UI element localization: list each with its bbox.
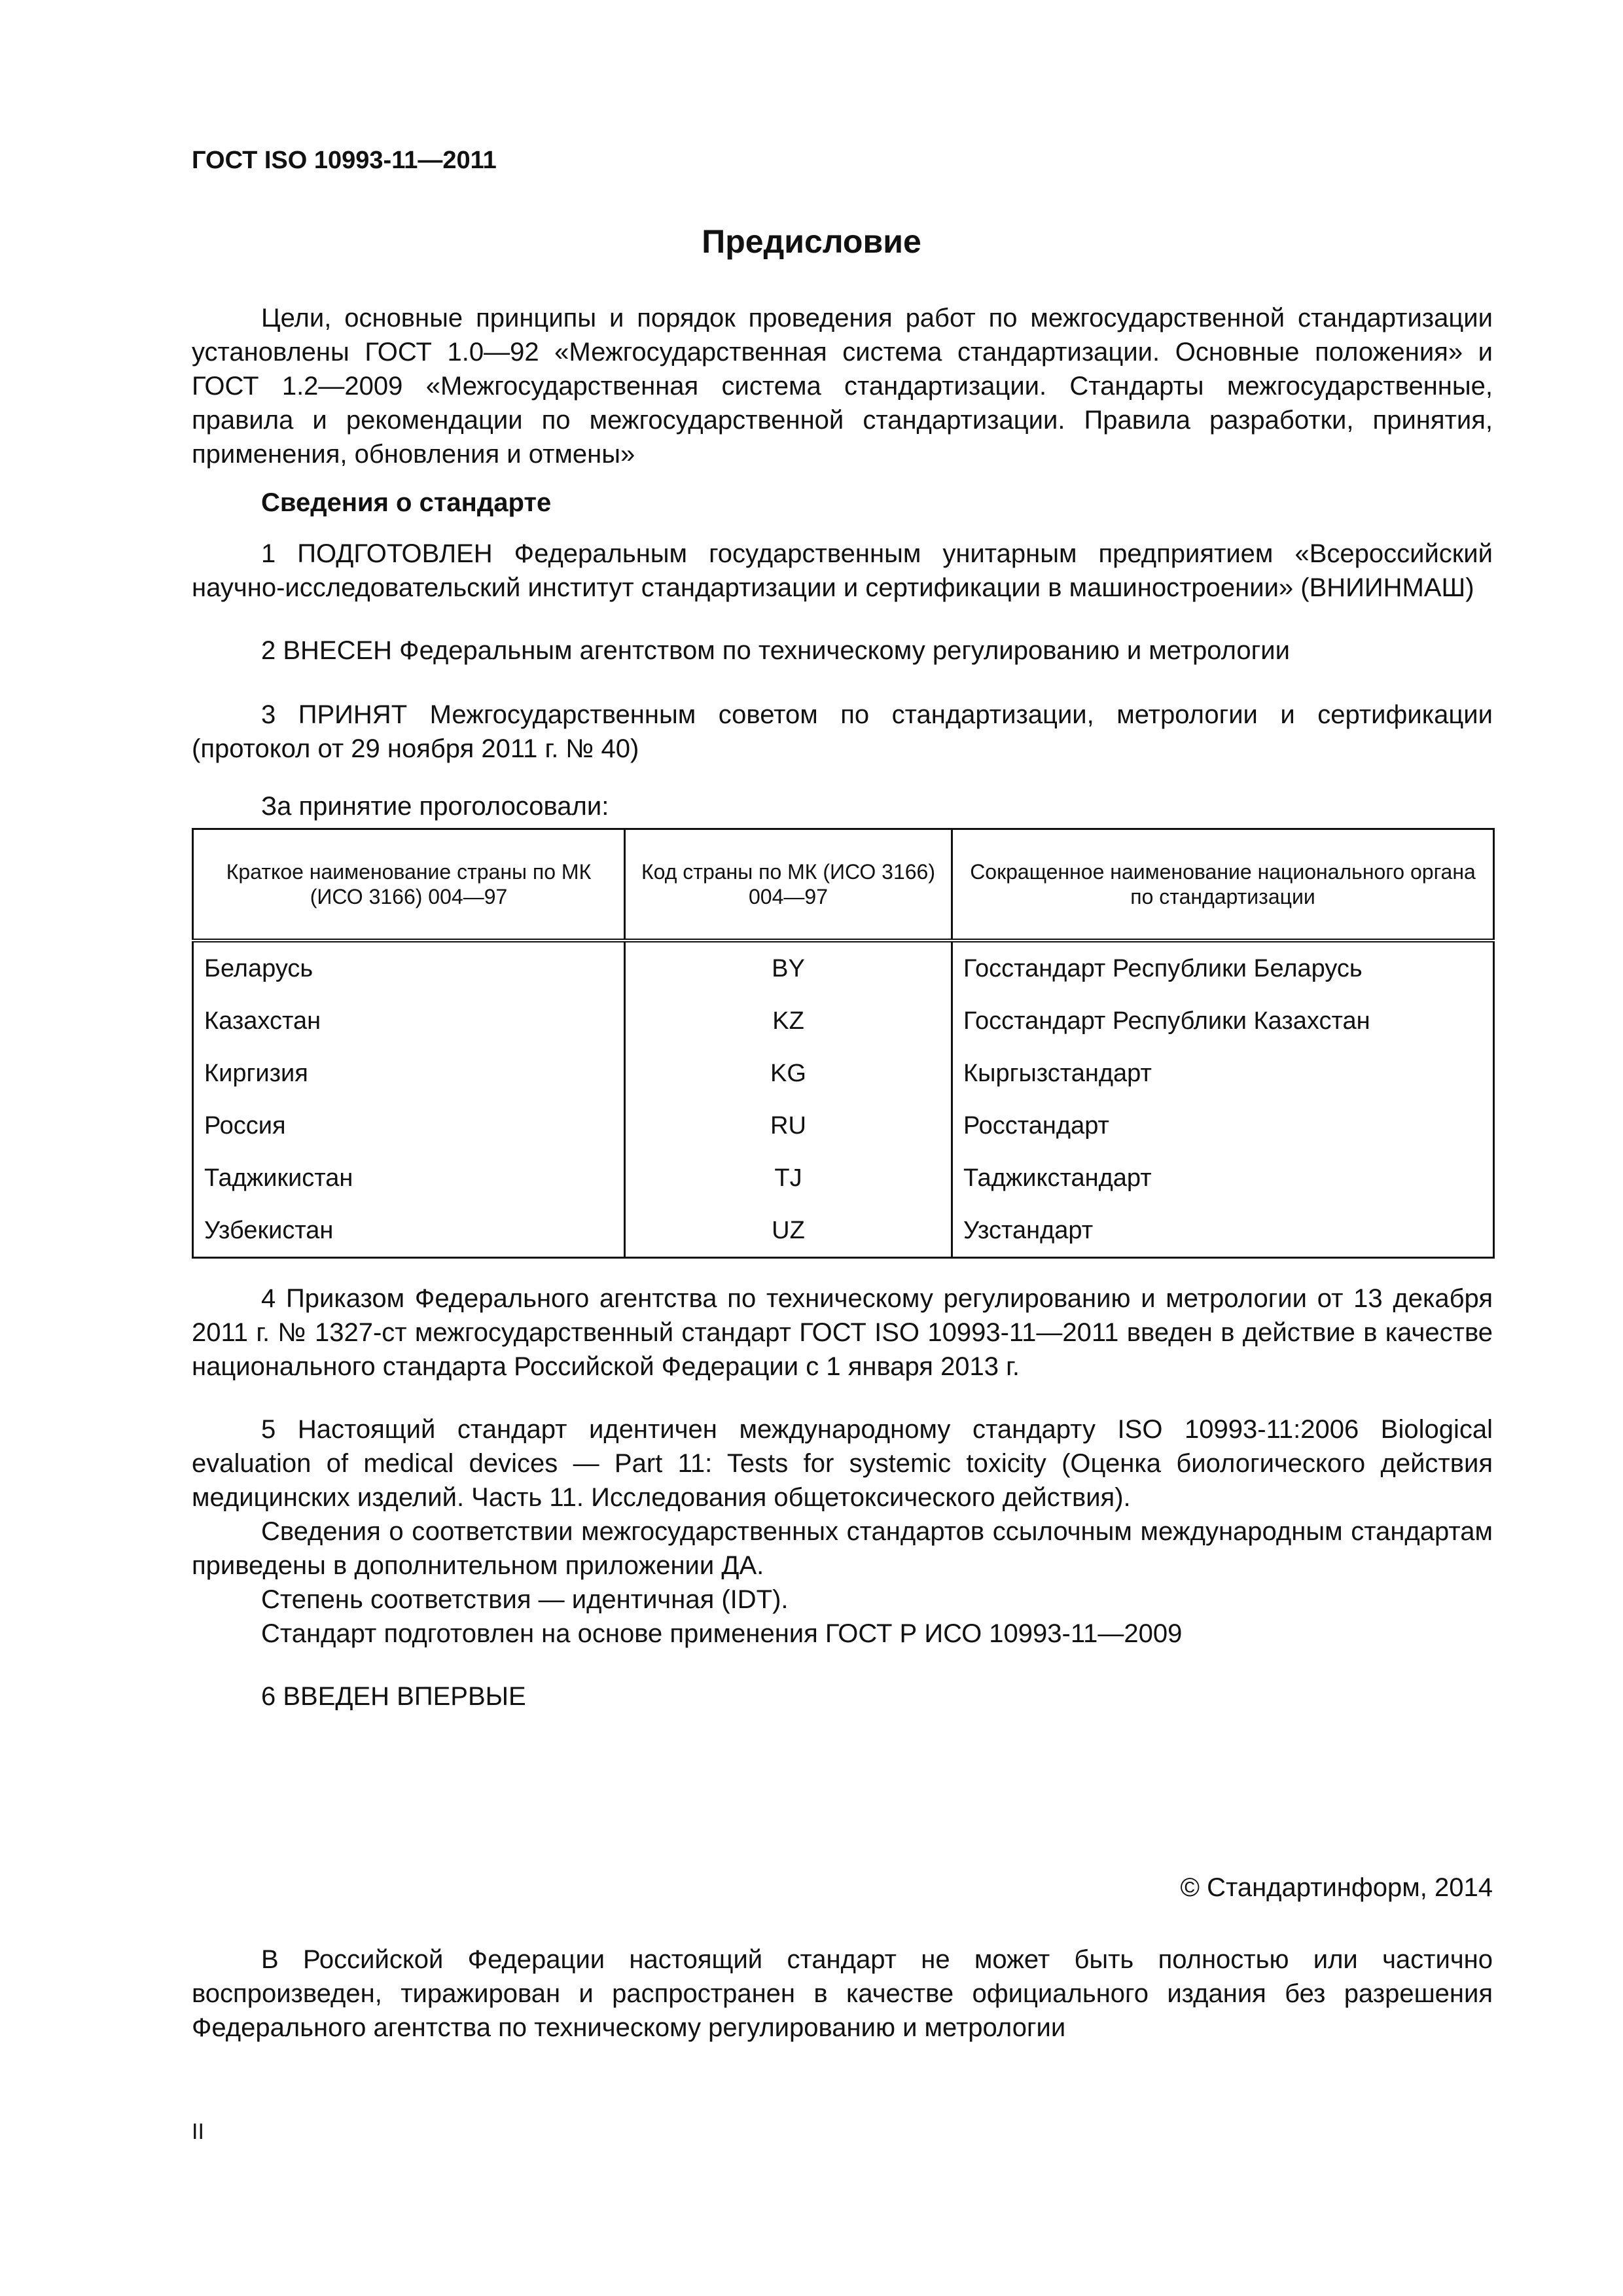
table-row <box>193 1047 1494 1100</box>
country-cell: Беларусь <box>193 941 625 995</box>
item-5-degree: Степень соответствия — идентичная (IDT). <box>261 1585 789 1614</box>
standard-code-header: ГОСТ ISO 10993-11—2011 <box>192 147 497 174</box>
intro-paragraph: Цели, основные принципы и порядок проведения работ по межгосударственной стандартизации установлены ГОСТ 1.0—92 «Межгосударственная система стандартизации. Основные положения» и ГОСТ 1.2—2009 «Межгосударственная система стандартизации. Стандарты межгосударственные, правила и рекомендации по межгосударственной стандартизации. Правила разработки, принятия, применения, обновления и отмены» <box>192 304 1493 469</box>
table-header-row <box>193 829 1494 941</box>
copyright-notice: © Стандартинформ, 2014 <box>1180 1873 1493 1902</box>
legal-notice: В Российской Федерации настоящий стандарт не может быть полностью или частично воспроизведен, тиражирован и распространен в качестве официального издания без разрешения Федерального агентства по техническому регулированию и метрологии <box>192 1945 1493 2042</box>
table-row <box>193 1100 1494 1152</box>
body-cell: Кыргызстандарт <box>952 1047 1494 1100</box>
code-cell: RU <box>625 1100 952 1152</box>
page-title: Предисловие <box>702 223 921 260</box>
table-header-country: Краткое наименование страны по МК (ИСО 3166) 004—97 <box>193 829 625 941</box>
item-1-paragraph: 1 ПОДГОТОВЛЕН Федеральным государственным унитарным предприятием «Всероссийский научно-исследовательский институт стандартизации и сертификации в машиностроении» (ВНИИНМАШ) <box>192 539 1493 602</box>
item-5-references: Сведения о соответствии межгосударственных стандартов ссылочным международным стандартам приведены в дополнительном приложении ДА. <box>192 1517 1493 1580</box>
table-row <box>193 1152 1494 1204</box>
body-cell: Узстандарт <box>952 1204 1494 1258</box>
code-cell: KG <box>625 1047 952 1100</box>
table-row <box>193 1204 1494 1258</box>
table-row <box>193 941 1494 995</box>
body-cell: Госстандарт Республики Казахстан <box>952 995 1494 1047</box>
body-cell: Госстандарт Республики Беларусь <box>952 941 1494 995</box>
table-header-body: Сокращенное наименование национального органа по стандартизации <box>952 829 1494 941</box>
item-2-paragraph: 2 ВНЕСЕН Федеральным агентством по техническому регулированию и метрологии <box>261 636 1290 665</box>
body-cell: Таджикстандарт <box>952 1152 1494 1204</box>
voted-label: За принятие проголосовали: <box>261 792 609 821</box>
table-row <box>193 995 1494 1047</box>
info-heading: Сведения о стандарте <box>261 488 552 517</box>
code-cell: BY <box>625 941 952 995</box>
item-3-paragraph: 3 ПРИНЯТ Межгосударственным советом по стандартизации, метрологии и сертификации (протокол от 29 ноября 2011 г. № 40) <box>192 700 1493 763</box>
code-cell: KZ <box>625 995 952 1047</box>
item-5-paragraph: 5 Настоящий стандарт идентичен международному стандарту ISO 10993-11:2006 Biological evaluation of medical devices — Part 11: Tests for systemic toxicity (Оценка биологического действия медицинских изделий. Часть 11. Исследования общетоксического действия). <box>192 1415 1493 1512</box>
country-cell: Казахстан <box>193 995 625 1047</box>
item-5-basis: Стандарт подготовлен на основе применения ГОСТ Р ИСО 10993-11—2009 <box>261 1619 1183 1648</box>
country-cell: Узбекистан <box>193 1204 625 1258</box>
code-cell: TJ <box>625 1152 952 1204</box>
body-cell: Росстандарт <box>952 1100 1494 1152</box>
table-header-code: Код страны по МК (ИСО 3166) 004—97 <box>625 829 952 941</box>
item-4-paragraph: 4 Приказом Федерального агентства по техническому регулированию и метрологии от 13 декабря 2011 г. № 1327-ст межгосударственный стандарт ГОСТ ISO 10993-11—2011 введен в действие в качестве национального стандарта Российской Федерации с 1 января 2013 г. <box>192 1284 1493 1381</box>
country-cell: Россия <box>193 1100 625 1152</box>
item-6-paragraph: 6 ВВЕДЕН ВПЕРВЫЕ <box>261 1682 526 1711</box>
code-cell: UZ <box>625 1204 952 1258</box>
page-number: II <box>192 2119 204 2144</box>
voting-countries-table <box>192 828 1495 1259</box>
country-cell: Таджикистан <box>193 1152 625 1204</box>
country-cell: Киргизия <box>193 1047 625 1100</box>
